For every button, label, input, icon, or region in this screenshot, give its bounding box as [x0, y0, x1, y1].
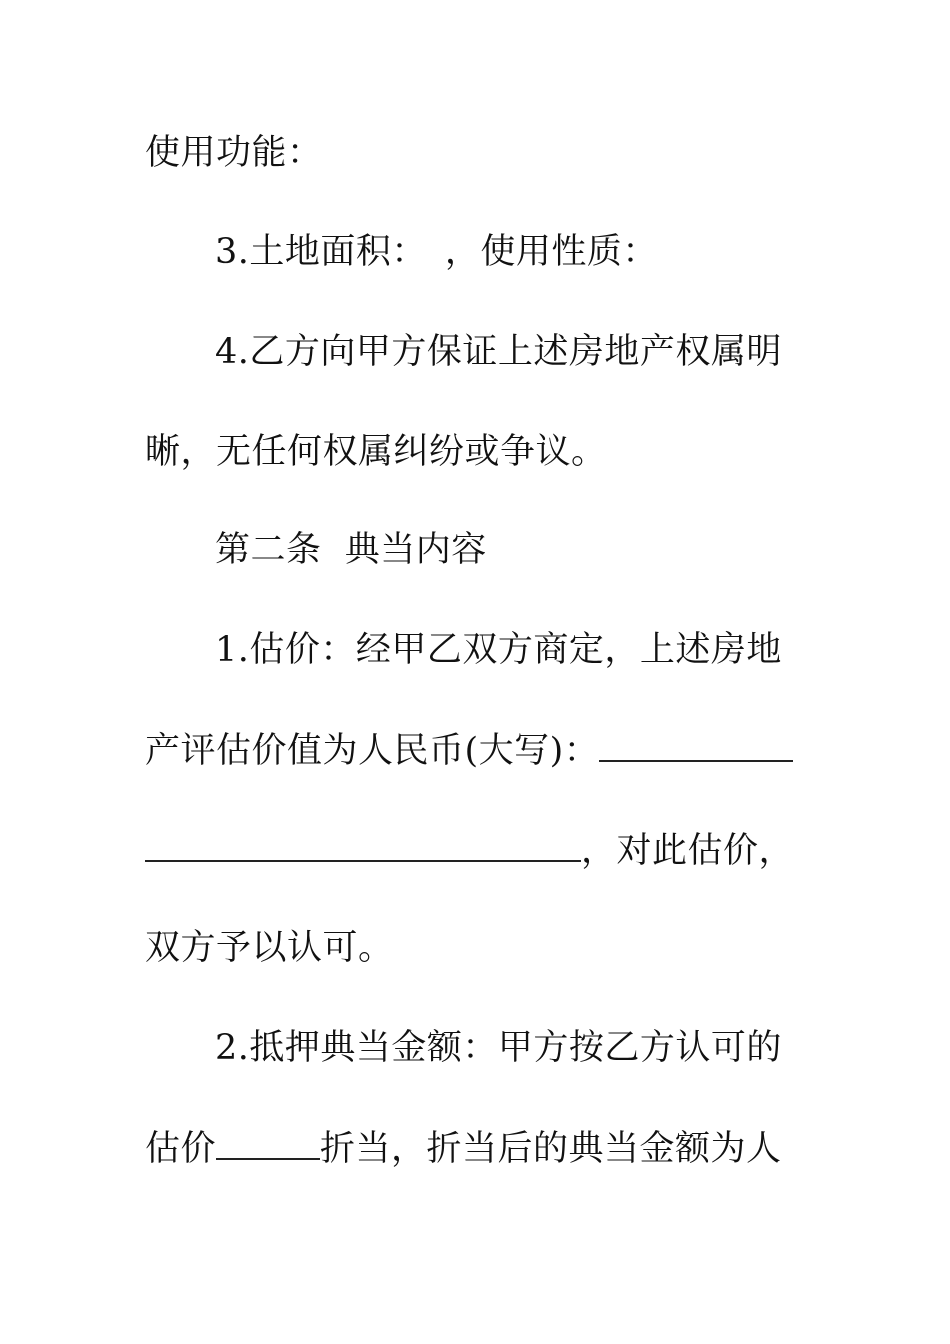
line-guarantee-2: 晰，无任何权属纠纷或争议。: [145, 432, 607, 472]
pledge-amount-text: 2.抵押典当金额：甲方按乙方认可的: [215, 1028, 782, 1068]
line-valuation-3: [145, 830, 794, 871]
line-pledge-amount-2: [145, 1128, 782, 1169]
line-guarantee-1: 4.乙方向甲方保证上述房地产权属明: [215, 332, 782, 372]
line-usage-function: 使用功能：: [145, 133, 323, 173]
valuation-text: 产评估价值为人民币(大写)：: [145, 731, 600, 771]
pledge-suffix-text: 折当，折当后的典当金额为人: [320, 1129, 782, 1169]
discount-blank: [216, 1128, 320, 1160]
line-valuation-4: 双方予以认可。: [145, 928, 394, 968]
line-land-area: 3.土地面积： ，使用性质：: [215, 232, 658, 272]
valuation-blank-1: [599, 730, 793, 762]
line-valuation-1: 1.估价：经甲乙双方商定，上述房地: [215, 630, 782, 670]
valuation-blank-2: [145, 830, 581, 862]
pledge-prefix-text: 估价: [145, 1129, 217, 1169]
valuation-tail-text: ，对此估价，: [581, 831, 795, 871]
line-pledge-amount-1: [215, 1028, 782, 1068]
line-valuation-2: [145, 730, 793, 771]
section-heading-article-2: 第二条 典当内容: [215, 530, 487, 570]
